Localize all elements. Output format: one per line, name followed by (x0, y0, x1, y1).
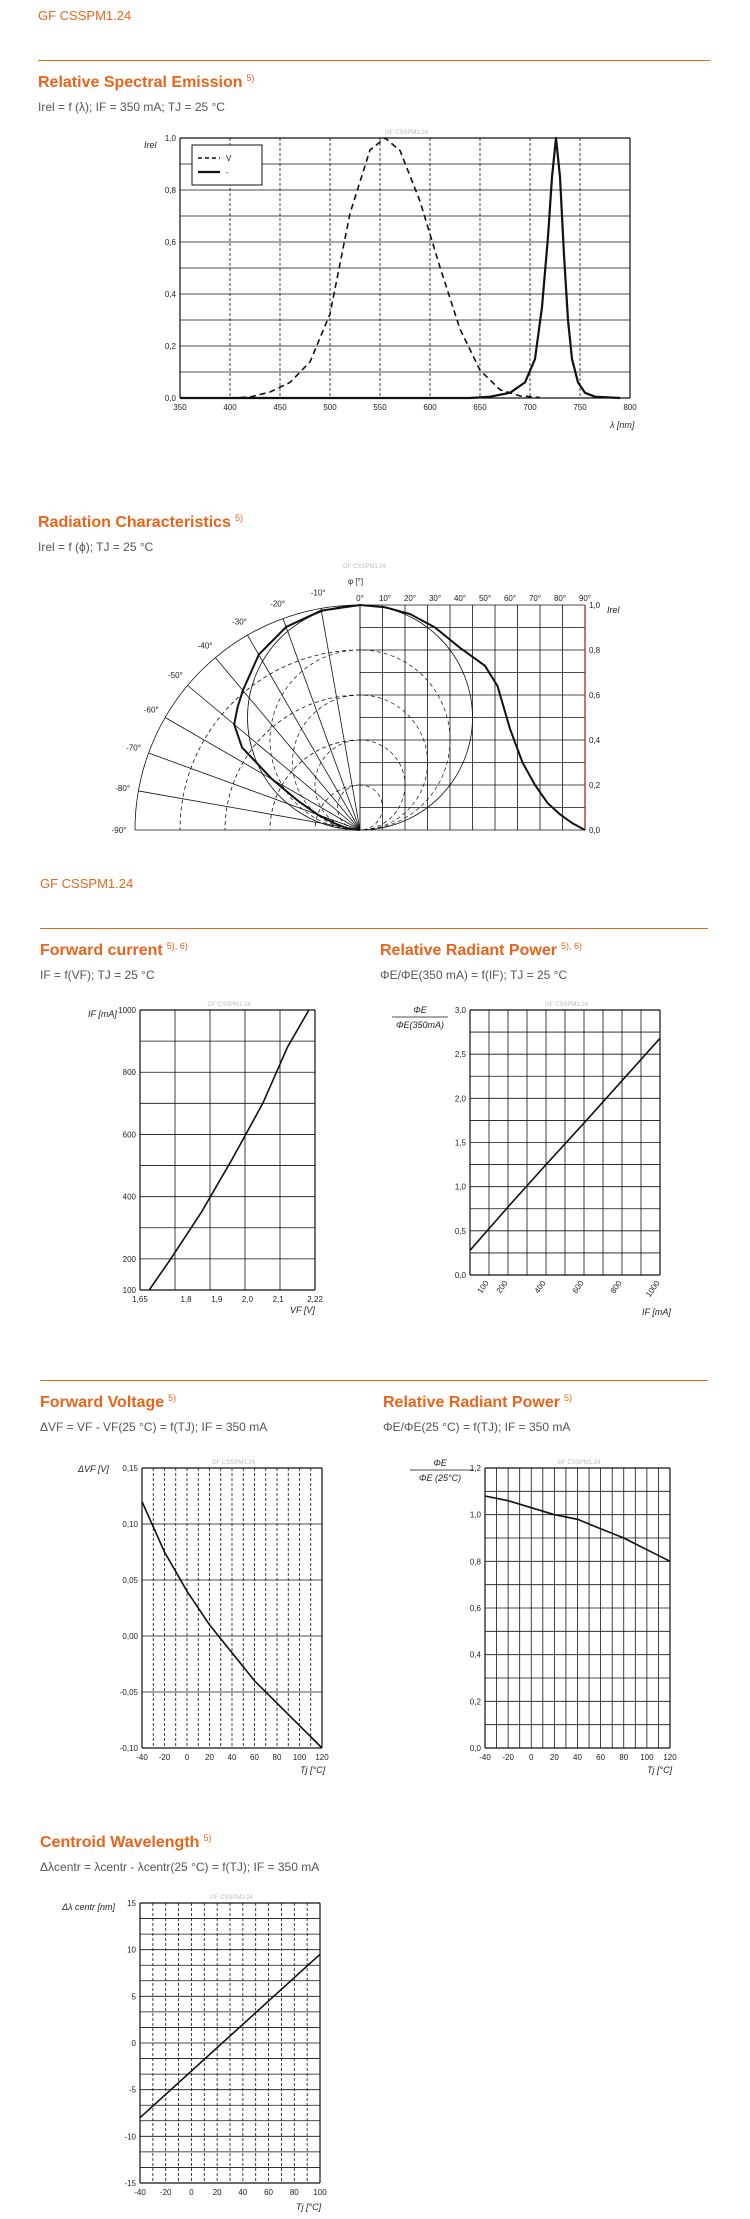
y-tick-label: 0,8 (589, 646, 601, 655)
centroid-subtitle: Δλcentr = λcentr - λcentr(25 °C) = f(TJ); IF = 350 mA (40, 1860, 320, 1874)
x-tick-label: 1000 (644, 1278, 662, 1299)
neg-angle-tick-label: -20° (270, 599, 285, 609)
y-tick-label: 3,0 (454, 1006, 466, 1015)
y-tick-label: 600 (122, 1130, 136, 1140)
y-tick-label: 0,2 (469, 1697, 481, 1707)
watermark: GF CSSPM1.24 (385, 130, 429, 136)
y-tick-label: 0,4 (589, 736, 601, 745)
x-tick-label: -20 (502, 1753, 514, 1762)
x-tick-label: -40 (136, 1753, 148, 1762)
x-axis-label: Tj [°C] (300, 1765, 326, 1775)
x-tick-label: 700 (523, 403, 537, 412)
x-tick-label: 400 (223, 403, 237, 412)
y-axis-label-den: ΦE(350mA) (395, 1020, 445, 1030)
x-tick-label: -40 (479, 1753, 491, 1762)
y-axis-label-num: ΦE (433, 1458, 447, 1468)
x-tick-label: 80 (619, 1753, 629, 1762)
x-tick-label: 60 (250, 1753, 259, 1762)
watermark: GF CSSPM1.24 (557, 1460, 601, 1466)
x-tick-label: 0 (529, 1753, 534, 1762)
y-tick-label: 0,6 (164, 238, 176, 247)
x-tick-label: 650 (473, 403, 487, 412)
x-axis-label: λ [nm] (610, 420, 635, 430)
spectral-title: Relative Spectral Emission $^{5)}$ (38, 73, 255, 91)
angle-tick-label: 30° (428, 594, 442, 603)
x-tick-label: -20 (158, 1753, 171, 1762)
legend-label-v: V (226, 154, 232, 163)
x-tick-label: 100 (292, 1753, 307, 1762)
y-tick-label: 400 (122, 1192, 136, 1202)
y-tick-label: 1,5 (454, 1138, 466, 1148)
x-tick-label: 1,65 (132, 1295, 148, 1304)
neg-angle-tick-label: -90° (111, 826, 127, 835)
y-axis-label-num: ΦE (413, 1005, 427, 1015)
x-tick-label: 2,22 (307, 1295, 323, 1304)
y-tick-label: 5 (131, 1992, 136, 2002)
rel-power-temp-subtitle: ΦE/ΦE(25 °C) = f(TJ); IF = 350 mA (383, 1420, 571, 1434)
y-tick-label: 1,0 (469, 1510, 481, 1520)
y-tick-label: -15 (124, 2179, 136, 2188)
y-tick-label: 0,2 (164, 342, 176, 351)
x-tick-label: 100 (475, 1278, 491, 1296)
radiation-subtitle: Irel = f (ϕ); TJ = 25 °C (38, 540, 154, 554)
rel-power-current-chart (390, 995, 680, 1325)
y-tick-label: 100 (122, 1286, 136, 1295)
polar-radial (149, 753, 360, 830)
y-tick-label: 0,2 (589, 781, 601, 790)
y-tick-label: 800 (122, 1068, 136, 1078)
y-tick-label: -0,05 (119, 1688, 138, 1697)
x-tick-label: 80 (289, 2188, 299, 2197)
y-tick-label: 0,0 (589, 826, 601, 835)
y-tick-label: 1,0 (164, 134, 176, 143)
forward-current-chart (80, 995, 340, 1325)
x-tick-label: 20 (205, 1753, 214, 1762)
x-tick-label: 100 (313, 2188, 327, 2197)
x-tick-label: 500 (323, 403, 337, 412)
y-tick-label: -10 (124, 2132, 136, 2142)
angle-tick-label: 50° (478, 594, 492, 603)
x-tick-label: 60 (264, 2188, 274, 2197)
y-tick-label: 0,0 (164, 394, 176, 403)
x-tick-label: 400 (532, 1278, 548, 1296)
x-tick-label: -20 (159, 2188, 172, 2197)
centroid-title: Centroid Wavelength $^{5)}$ (40, 1833, 212, 1851)
x-tick-label: 40 (573, 1753, 582, 1762)
x-tick-label: 0 (189, 2188, 194, 2197)
x-axis-label: VF [V] (290, 1305, 315, 1315)
angle-tick-label: 40° (453, 594, 467, 603)
forward-voltage-chart (70, 1448, 340, 1778)
centroid-wavelength-chart (60, 1888, 340, 2218)
y-tick-label: 2,0 (454, 1094, 466, 1104)
x-tick-label: 2,0 (241, 1295, 254, 1304)
watermark: GF CSSPM1.24 (212, 1460, 256, 1466)
y-axis-label: IF [mA] (88, 1009, 117, 1019)
part-number: GF CSSPM1.24 (38, 8, 132, 23)
x-tick-label: 750 (573, 403, 587, 412)
y-tick-label: 2,5 (454, 1050, 466, 1060)
y-tick-label: 0,0 (469, 1744, 481, 1753)
x-tick-label: 120 (663, 1753, 677, 1762)
x-tick-label: 1,9 (211, 1295, 223, 1304)
rel-power-temp-chart (395, 1448, 695, 1778)
x-tick-label: 800 (623, 403, 637, 412)
x-tick-label: 40 (227, 1753, 237, 1762)
neg-angle-tick-label: -50° (168, 671, 183, 681)
x-tick-label: 200 (494, 1278, 510, 1296)
part-number-2: GF CSSPM1.24 (40, 876, 134, 891)
angle-tick-label: 10° (378, 594, 392, 603)
forward-current-subtitle: IF = f(VF); TJ = 25 °C (40, 968, 155, 982)
angle-tick-label: 80° (553, 594, 567, 603)
x-tick-label: 600 (423, 403, 437, 412)
polar-curve (234, 605, 360, 830)
x-tick-label: 550 (373, 403, 387, 412)
y-tick-label: 0,0 (454, 1271, 466, 1280)
y-tick-label: 0 (131, 2039, 136, 2048)
y-tick-label: 0,4 (164, 290, 176, 299)
y-tick-label: 1,0 (589, 601, 601, 610)
legend-label-line: - (226, 168, 229, 177)
rel-power-current-title: Relative Radiant Power $^{5), 6)}$ (380, 941, 582, 959)
y-tick-label: 0,6 (589, 691, 601, 700)
divider (38, 60, 710, 61)
y-tick-label: 0,15 (122, 1464, 138, 1473)
y-axis-label: ΔVF [V] (78, 1464, 109, 1474)
y-tick-label: 0,5 (454, 1226, 466, 1236)
y-axis-label: Δλ centr [nm] (62, 1902, 115, 1912)
x-tick-label: 350 (173, 403, 187, 412)
angle-tick-label: 0° (356, 594, 364, 603)
radiation-characteristics-chart (100, 560, 660, 850)
angle-tick-label: 70° (528, 594, 542, 603)
neg-angle-tick-label: -10° (310, 588, 326, 598)
watermark: GF CSSPM1.24 (545, 1002, 589, 1008)
forward-voltage-title: Forward Voltage $^{5)}$ (40, 1393, 177, 1411)
series-line-IF (149, 1010, 309, 1290)
y-tick-label: 1,0 (454, 1182, 466, 1192)
angle-tick-label: 20° (403, 594, 417, 603)
y-tick-label: 0,8 (469, 1557, 481, 1567)
y-tick-label: 0,05 (122, 1576, 138, 1585)
neg-angle-tick-label: -70° (126, 743, 141, 753)
y-tick-label: 0,00 (122, 1632, 138, 1641)
radiation-title: Radiation Characteristics $^{5)}$ (38, 513, 243, 531)
phi-axis-label: φ [°] (348, 577, 364, 586)
x-axis-label: Tj [°C] (296, 2202, 322, 2212)
rel-power-current-subtitle: ΦE/ΦE(350 mA) = f(IF); TJ = 25 °C (380, 968, 568, 982)
y-tick-label: 1000 (118, 1006, 136, 1015)
neg-angle-tick-label: -40° (197, 641, 213, 651)
watermark: GF CSSPM1.24 (210, 1895, 254, 1901)
forward-voltage-subtitle: ΔVF = VF - VF(25 °C) = f(TJ); IF = 350 mA (40, 1420, 268, 1434)
x-tick-label: 120 (315, 1753, 329, 1762)
spectral-emission-chart (140, 130, 660, 440)
irel-label: Irel (607, 605, 620, 615)
x-tick-label: 20 (549, 1753, 559, 1762)
divider-2 (40, 928, 708, 929)
x-tick-label: 20 (212, 2188, 222, 2197)
x-tick-label: 0 (184, 1753, 190, 1762)
y-tick-label: 200 (122, 1254, 136, 1264)
watermark: GF CSSPM1.24 (207, 1002, 251, 1008)
forward-current-title: Forward current $^{5), 6)}$ (40, 941, 188, 959)
x-tick-label: -40 (134, 2188, 146, 2197)
neg-angle-tick-label: -80° (115, 784, 131, 794)
polar-radial (188, 685, 360, 830)
watermark: GF CSSPM1.24 (343, 564, 387, 570)
angle-tick-label: 60° (503, 594, 517, 603)
y-axis-label: Irel (144, 140, 157, 150)
y-tick-label: 0,4 (469, 1650, 481, 1660)
neg-angle-tick-label: -30° (232, 617, 247, 627)
rel-power-temp-title: Relative Radiant Power $^{5)}$ (383, 1393, 572, 1411)
x-axis-label: IF [mA] (642, 1307, 671, 1317)
x-tick-label: 60 (596, 1753, 606, 1762)
y-tick-label: 0,8 (164, 186, 176, 195)
y-tick-label: -5 (128, 2085, 136, 2095)
x-tick-label: 80 (272, 1753, 282, 1762)
x-tick-label: 1,8 (180, 1295, 192, 1304)
x-tick-label: 450 (273, 403, 287, 412)
y-tick-label: 0,10 (122, 1520, 138, 1529)
y-tick-label: 1,2 (469, 1464, 481, 1473)
y-tick-label: 10 (127, 1945, 136, 1955)
x-axis-label: Tj [°C] (647, 1765, 673, 1775)
x-tick-label: 2,1 (272, 1295, 284, 1304)
y-tick-label: 15 (127, 1899, 136, 1908)
y-axis-label-den: ΦE (25°C) (418, 1473, 462, 1483)
divider-3 (40, 1380, 708, 1381)
x-tick-label: 800 (608, 1278, 624, 1296)
x-tick-label: 40 (238, 2188, 248, 2197)
y-tick-label: 0,6 (469, 1604, 481, 1613)
legend-box (192, 145, 262, 185)
y-tick-label: -0,10 (119, 1744, 138, 1753)
neg-angle-tick-label: -60° (143, 705, 159, 715)
spectral-subtitle: Irel = f (λ); IF = 350 mA; TJ = 25 °C (38, 100, 225, 114)
angle-tick-label: 90° (578, 594, 592, 603)
x-tick-label: 100 (640, 1753, 654, 1762)
x-tick-label: 600 (570, 1278, 586, 1296)
